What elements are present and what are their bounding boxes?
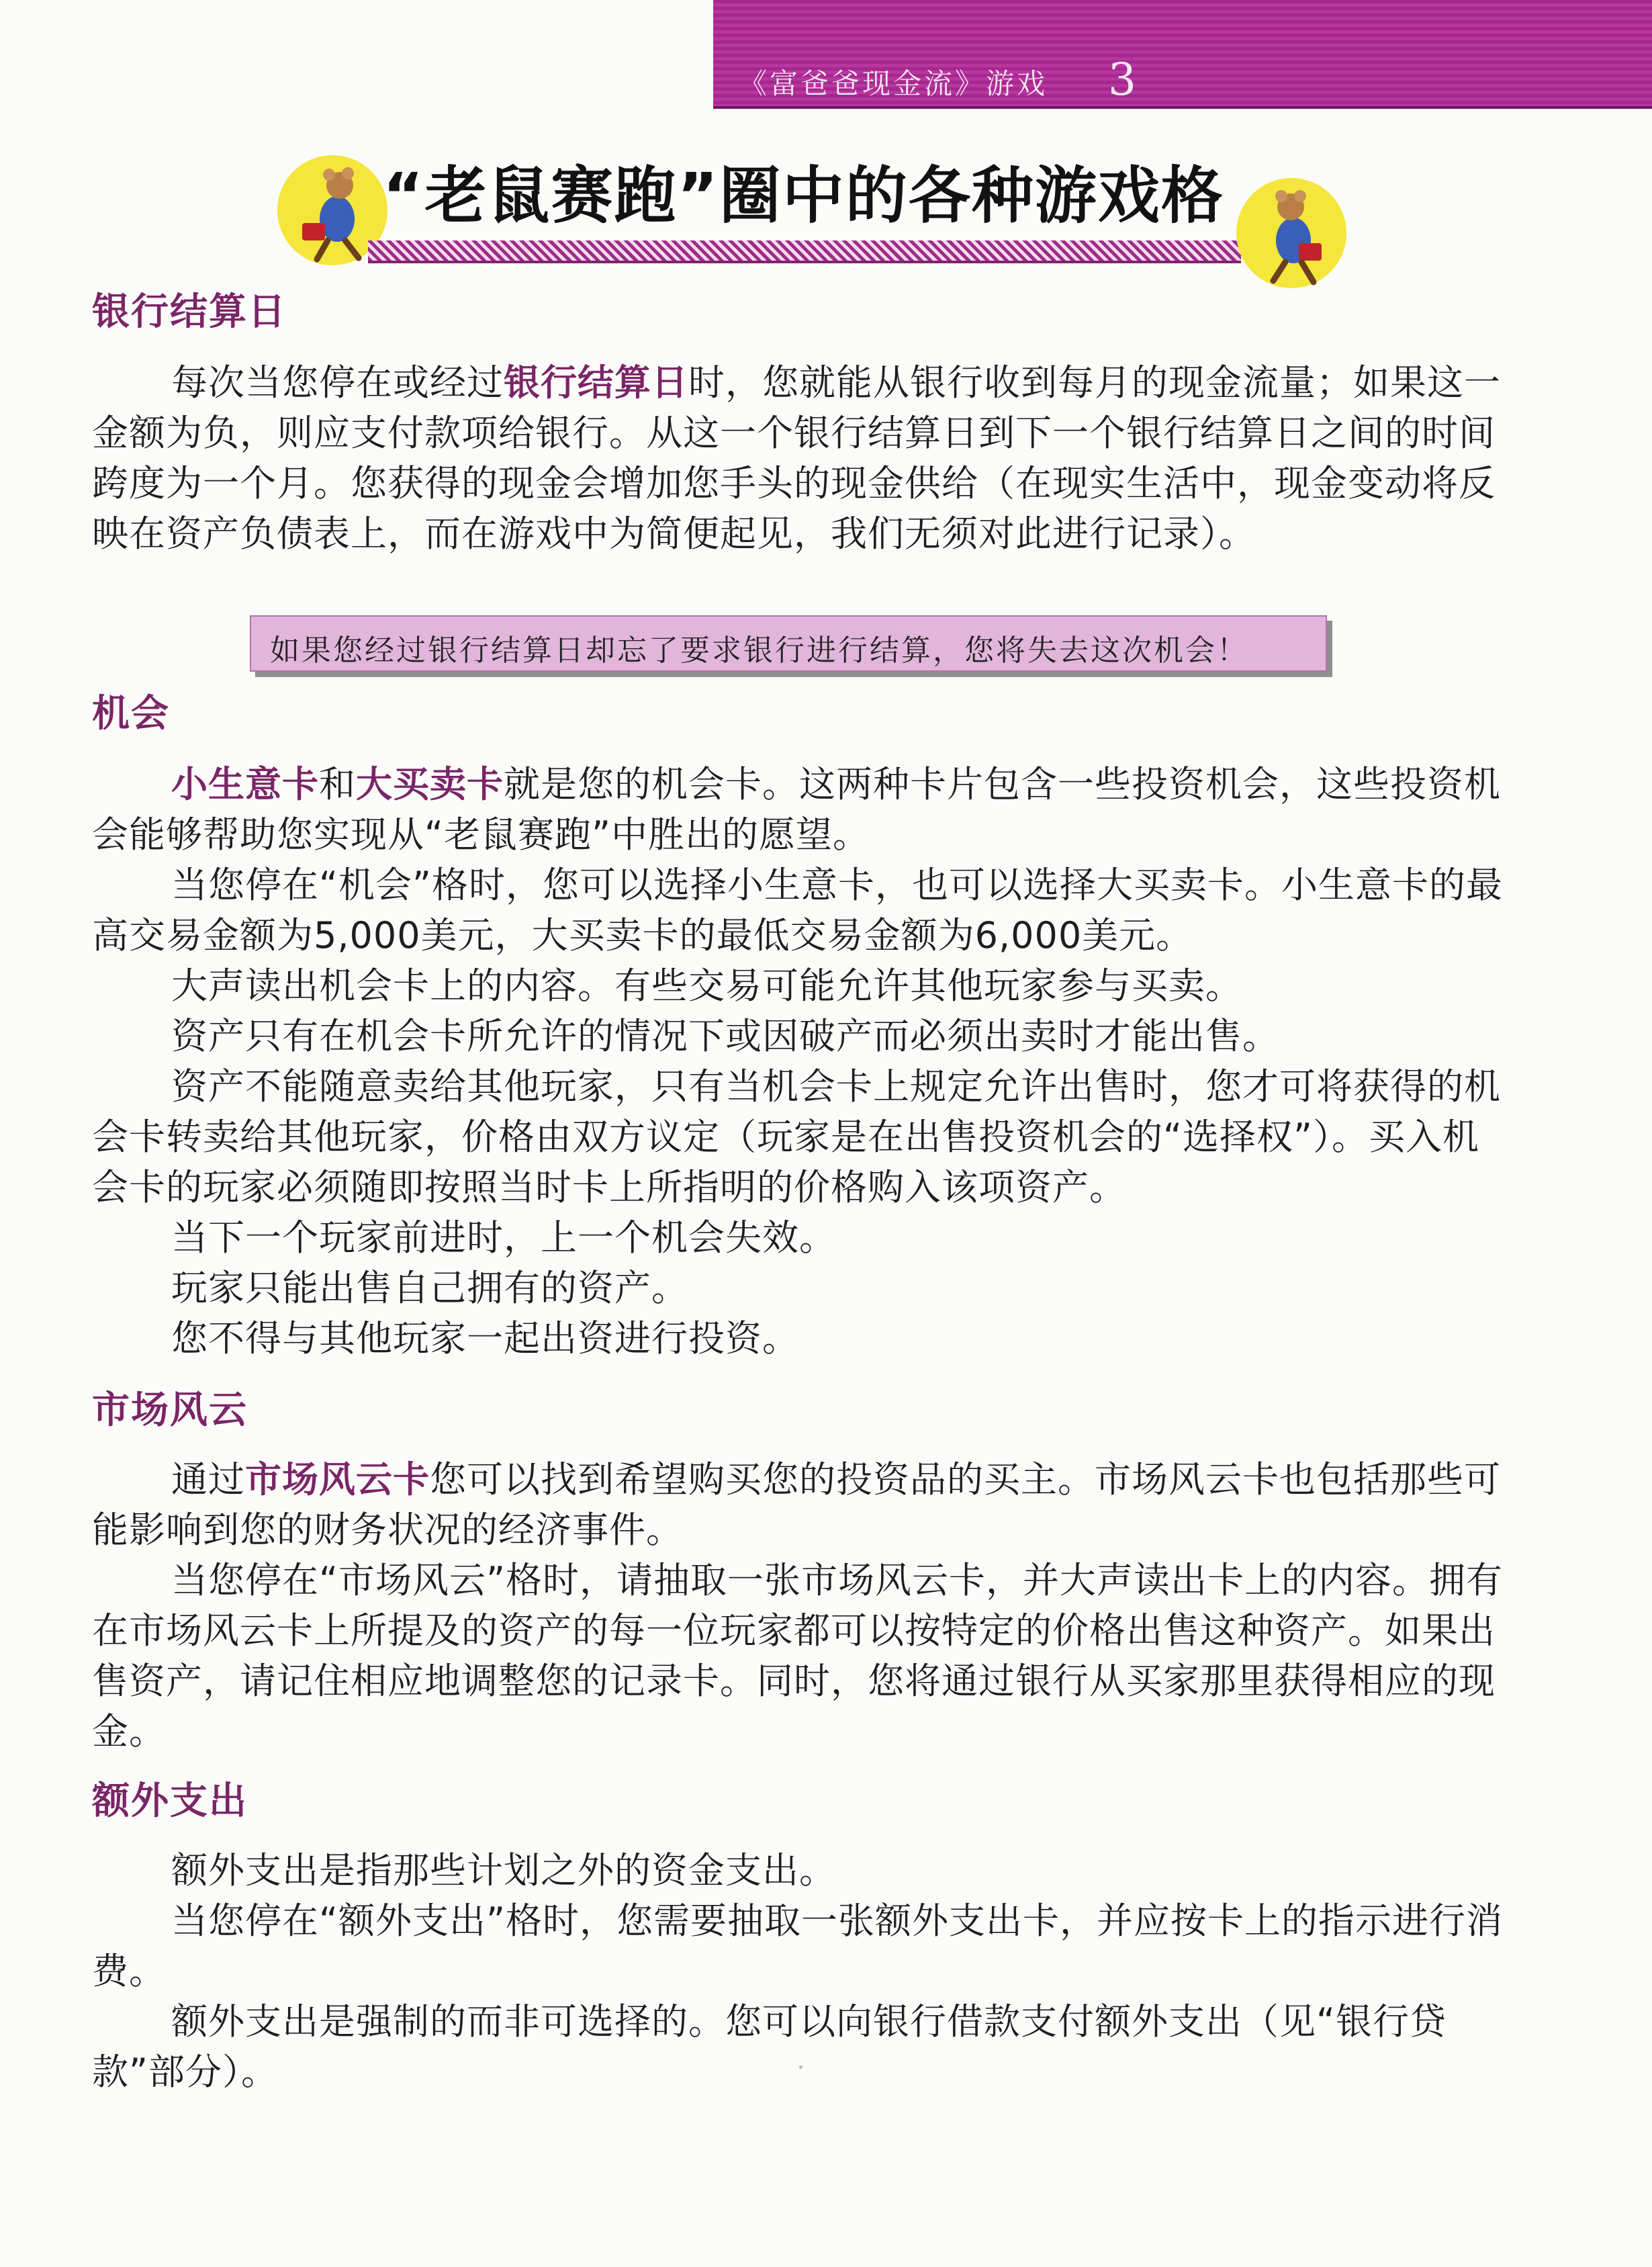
doodads-paragraph-1: 额外支出是指那些计划之外的资金支出。 <box>171 1849 836 1892</box>
market-paragraph-2: 当您停在“市场风云”格时，请抽取一张市场风云卡，并大声读出卡上的内容。拥有在市场风云卡上所提及的资产的每一位玩家都可以按特定的价格出售这种资产。如果出售资产，请记住相应地调整您的记录卡。同时，您将通过银行从买家那里获得相应的现金。 <box>92 1559 1503 1752</box>
opportunity-paragraph-7: 玩家只能出售自己拥有的资产。 <box>171 1267 688 1309</box>
opportunity-paragraph-3: 大声读出机会卡上的内容。有些交易可能允许其他玩家参与买卖。 <box>171 965 1242 1007</box>
small-deal-keyword: 小生意卡 <box>171 763 319 805</box>
heading-doodads: 额外支出 <box>92 1779 248 1823</box>
doodads-paragraph-2: 当您停在“额外支出”格时，您需要抽取一张额外支出卡，并应按卡上的指示进行消费。 <box>92 1900 1503 1992</box>
opportunity-paragraph-1 <box>92 759 1508 860</box>
heading-payday: 银行结算日 <box>92 290 287 334</box>
payday-text-before: 每次当您停在或经过 <box>171 361 504 404</box>
opportunity-paragraph-2: 当您停在“机会”格时，您可以选择小生意卡，也可以选择大买卖卡。小生意卡的最高交易金额为5,000美元，大买卖卡的最低交易金额为6,000美元。 <box>92 864 1503 957</box>
page-number: 3 <box>1108 54 1136 105</box>
opportunity-and: 和 <box>319 763 356 805</box>
opportunity-text-after: 就是您的机会卡。这两种卡片包含一些投资机会，这些投资机会能够帮助您实现从“老鼠赛跑”中胜出的愿望。 <box>92 763 1501 856</box>
title-underline-edge <box>368 261 1241 263</box>
payday-paragraph <box>92 357 1508 559</box>
heading-opportunity: 机会 <box>92 692 170 736</box>
heading-market: 市场风云 <box>92 1388 248 1432</box>
opportunity-paragraph-4: 资产只有在机会卡所允许的情况下或因破产而必须出卖时才能出售。 <box>171 1015 1279 1057</box>
opportunity-paragraph-8: 您不得与其他玩家一起出资进行投资。 <box>171 1317 799 1360</box>
header-divider <box>713 106 1652 109</box>
scan-speck <box>799 2065 802 2069</box>
big-deal-keyword: 大买卖卡 <box>356 763 504 805</box>
market-paragraph-1 <box>92 1454 1508 1555</box>
page-title: “老鼠赛跑”圈中的各种游戏格 <box>383 160 1224 232</box>
market-text-after: 您可以找到希望购买您的投资品的买主。市场风云卡也包括那些可能影响到您的财务状况的经济事件。 <box>92 1458 1501 1551</box>
opportunity-paragraph-5: 资产不能随意卖给其他玩家，只有当机会卡上规定允许出售时，您才可将获得的机会卡转卖给其他玩家，价格由双方议定（玩家是在出售投资机会的“选择权”）。买入机会卡的玩家必须随即按照当时卡上所指明的价格购入该项资产。 <box>92 1065 1501 1208</box>
payday-note-box <box>250 615 1327 672</box>
doodads-paragraph-3: 额外支出是强制的而非可选择的。您可以向银行借款支付额外支出（见“银行贷款”部分）。 <box>92 2000 1447 2093</box>
opportunity-paragraph-6: 当下一个玩家前进时，上一个机会失效。 <box>171 1216 836 1259</box>
market-text-before: 通过 <box>171 1458 245 1501</box>
payday-keyword: 银行结算日 <box>504 361 688 404</box>
market-keyword: 市场风云卡 <box>245 1458 430 1501</box>
rat-mascot-right-icon <box>1234 176 1348 290</box>
payday-note-text: 如果您经过银行结算日却忘了要求银行进行结算，您将失去这次机会！ <box>270 633 1248 668</box>
payday-text-after: 时，您就能从银行收到每月的现金流量；如果这一金额为负，则应支付款项给银行。从这一个银行结算日到下一个银行结算日之间的时间跨度为一个月。您获得的现金会增加您手头的现金供给（在现实生活中，现金变动将反映在资产负债表上，而在游戏中为简便起见，我们无须对此进行记录）。 <box>92 361 1501 555</box>
title-underline <box>368 240 1241 261</box>
book-title: 《富爸爸现金流》游戏 <box>739 67 1048 100</box>
